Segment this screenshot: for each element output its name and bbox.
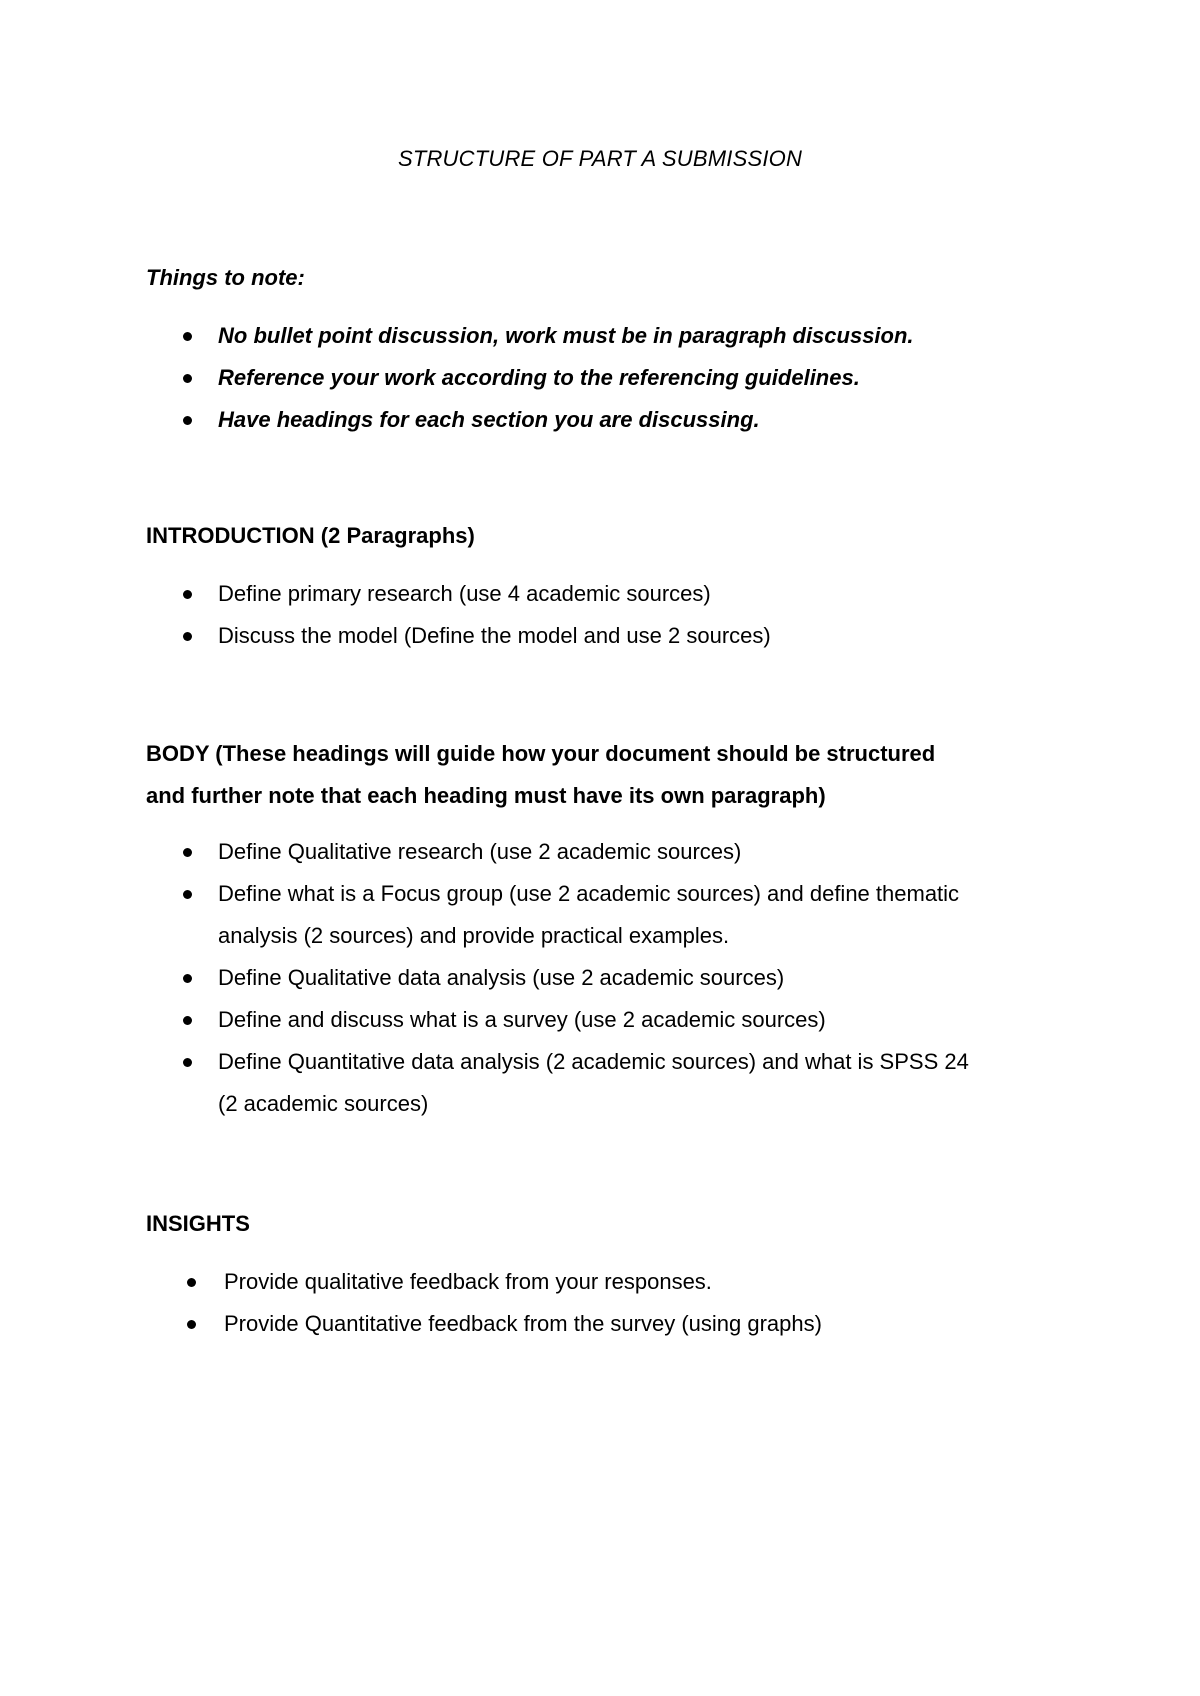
list-item-text: No bullet point discussion, work must be in paragraph discussion.: [218, 323, 914, 348]
introduction-list: [146, 573, 771, 657]
bullet-icon: [187, 1278, 196, 1287]
body-heading-line-2: and further note that each heading must have its own paragraph): [146, 783, 826, 808]
bullet-icon: [183, 374, 192, 383]
bullet-icon: [183, 632, 192, 641]
bullet-icon: [183, 1058, 192, 1067]
list-item: [146, 1303, 822, 1345]
list-item: [146, 831, 969, 873]
bullet-icon: [187, 1320, 196, 1329]
introduction-heading: INTRODUCTION (2 Paragraphs): [146, 523, 475, 548]
list-item-text: Define Quantitative data analysis (2 academic sources) and what is SPSS 24: [218, 1049, 969, 1074]
bullet-icon: [183, 590, 192, 599]
list-item-text: Provide qualitative feedback from your responses.: [224, 1269, 712, 1294]
list-item: [146, 1041, 969, 1083]
list-item-text: Define Qualitative data analysis (use 2 academic sources): [218, 965, 785, 990]
list-item-text: analysis (2 sources) and provide practical examples.: [218, 923, 730, 948]
bullet-icon: [183, 332, 192, 341]
bullet-icon: [183, 848, 192, 857]
bullet-icon: [183, 974, 192, 983]
list-item: [146, 315, 914, 357]
list-item-text: Define and discuss what is a survey (use 2 academic sources): [218, 1007, 826, 1032]
notes-list: [146, 315, 914, 441]
list-item-text: Reference your work according to the referencing guidelines.: [218, 365, 860, 390]
list-item: [146, 957, 969, 999]
insights-heading: INSIGHTS: [146, 1211, 250, 1236]
list-item: [146, 573, 771, 615]
list-item: [146, 399, 914, 441]
list-item-text: (2 academic sources): [218, 1091, 429, 1116]
list-item: [146, 615, 771, 657]
list-item-text: Define primary research (use 4 academic sources): [218, 581, 711, 606]
list-item-text: Discuss the model (Define the model and use 2 sources): [218, 623, 771, 648]
list-item: [146, 873, 969, 915]
list-item: [146, 357, 914, 399]
list-item-continuation: [146, 915, 969, 957]
list-item: [146, 1261, 822, 1303]
list-item-continuation: [146, 1083, 969, 1125]
insights-list: [146, 1261, 822, 1345]
body-heading-line-1: BODY (These headings will guide how your document should be structured: [146, 741, 936, 766]
bullet-icon: [183, 416, 192, 425]
list-item-text: Define Qualitative research (use 2 academic sources): [218, 839, 742, 864]
list-item-text: Define what is a Focus group (use 2 academic sources) and define thematic: [218, 881, 960, 906]
list-item-text: Have headings for each section you are discussing.: [218, 407, 760, 432]
notes-heading: Things to note:: [146, 265, 305, 290]
bullet-icon: [183, 1016, 192, 1025]
document-title: STRUCTURE OF PART A SUBMISSION: [397, 146, 803, 171]
body-list: [146, 831, 969, 1125]
list-item-text: Provide Quantitative feedback from the survey (using graphs): [224, 1311, 822, 1336]
bullet-icon: [183, 890, 192, 899]
list-item: [146, 999, 969, 1041]
